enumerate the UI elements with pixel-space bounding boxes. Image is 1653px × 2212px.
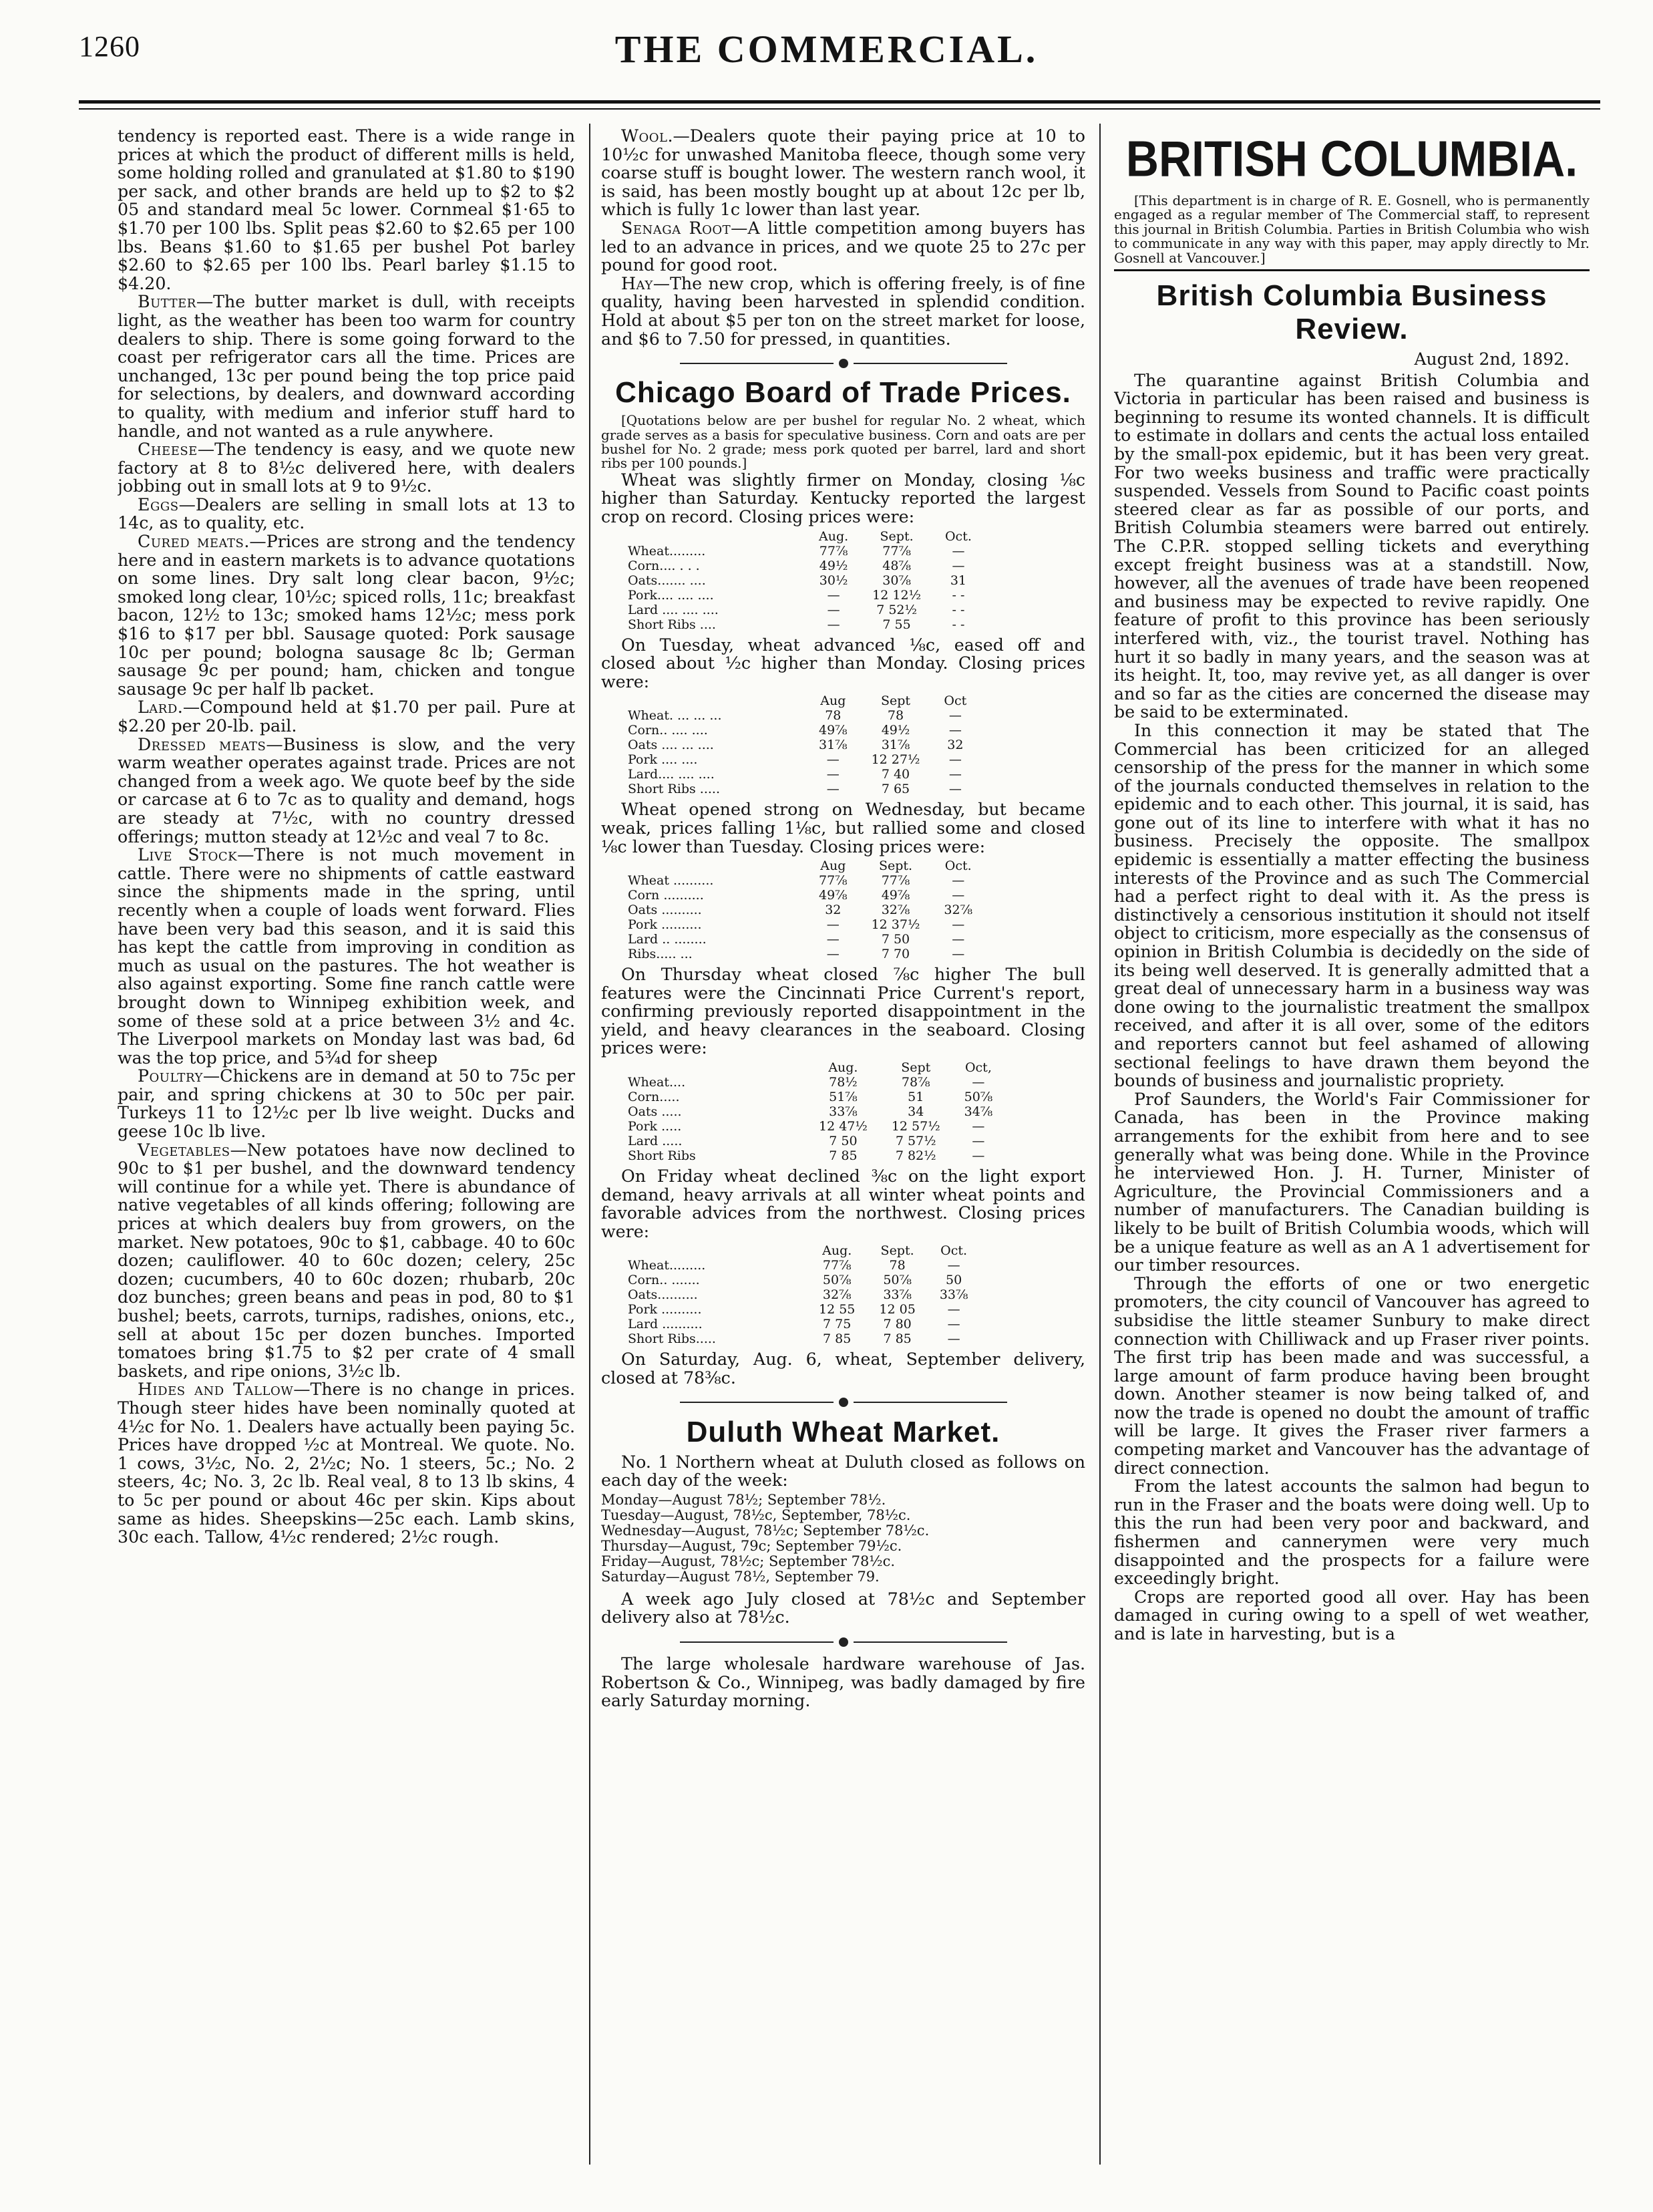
price-cell: —: [972, 1119, 985, 1134]
price-cell: —: [948, 782, 962, 797]
price-cell: 7 57½: [895, 1134, 936, 1149]
price-cell: —: [952, 873, 965, 889]
price-cell: —: [948, 723, 962, 738]
price-cell: 49⅞: [819, 888, 848, 903]
commodity-cell: Ribs..... ...: [628, 947, 693, 962]
british-columbia-heading: BRITISH COLUMBIA.: [1125, 131, 1578, 187]
flour-paragraph: tendency is reported east. There is a wide range in prices at which the product of different mills is held, some holding rolled and granulated at $1.80 to $190 per sack, and other brands are held up to $2 to $2 05 and standard meal 5c lower. Cornmeal $1·65 to $1.70 per 100 lbs. Split peas $2.60 to $2.65 per 100 lbs. Beans $1.60 to $1.65 per bushel Pot barley $2.60 to $2.65 per 100 lbs. Pearl barley $1.15 to $4.20.: [118, 127, 575, 293]
table-row: [628, 947, 984, 961]
vegetables-text: —New potatoes have now declined to 90c to $1 per bushel, and the downward tendency will continue for a while yet. There is abundance of native vegetables of all kinds offering; following are prices at which dealers buy from growers, on the market. New potatoes, 90c to $1, cabbage. 40 to 60c dozen; cauliflower. 40 to 60c dozen; celery, 25c dozen; cucumbers, 40 to 60c dozen; rhubarb, 20c doz bunches; green beans and peas in pod, 80 to $1 bushel; beets, carrots, turnips, radishes, onions, etc., sell at about 15c per dozen bunches. Imported tomatoes bring $1.75 to $2 per crate of 4 small baskets, and ripe onions, 3½c lb.: [118, 1140, 575, 1381]
commodity-cell: Pork ..........: [628, 917, 702, 933]
price-cell: 78½: [829, 1075, 858, 1090]
poultry-text: —Chickens are in demand at 50 to 75c per pair, and spring chickens at 30 to 50c per pair. Turkeys 11 to 12½c per lb live weight. Ducks and geese 10c lb live.: [118, 1066, 575, 1142]
price-cell: - -: [952, 602, 965, 617]
price-cell: 7 80: [883, 1317, 912, 1332]
duluth-day: Tuesday—August, 78½c, September, 78½c.: [601, 1507, 911, 1523]
table-header-cell: Oct: [944, 693, 967, 709]
price-cell: —: [948, 708, 962, 724]
price-table-wednesday: [628, 858, 984, 961]
masthead-rule-thin: [79, 108, 1600, 110]
table-header-cell: Aug: [820, 693, 846, 709]
price-cell: 49½: [819, 558, 848, 573]
dressed-meats-paragraph: [118, 736, 575, 846]
commodity-cell: Short Ribs.....: [628, 1331, 716, 1347]
table-row: [628, 1273, 980, 1287]
table-row: [628, 617, 984, 632]
table-row: [628, 544, 984, 559]
hides-paragraph: [118, 1380, 575, 1546]
price-cell: 12 12½: [872, 587, 921, 603]
table-row: [628, 1287, 980, 1302]
table-header-cell: [628, 693, 807, 708]
table-row: [628, 767, 978, 782]
price-cell: 78: [825, 708, 842, 724]
table-header-cell: Sept: [901, 1060, 931, 1076]
wool-paragraph: [601, 127, 1085, 219]
price-cell: —: [948, 767, 962, 782]
table-row: [628, 1104, 1004, 1119]
lard-paragraph: [118, 698, 575, 735]
monday-paragraph: Wheat was slightly firmer on Monday, closing ⅛c higher than Saturday. Kentucky reported the largest crop on record. Closing prices were:: [601, 470, 1085, 526]
ornament-divider: [601, 357, 1085, 368]
table-header-cell: [628, 1243, 807, 1258]
duluth-day: Saturday—August 78½, September 79.: [601, 1568, 880, 1585]
price-cell: 7 50: [829, 1134, 858, 1149]
review-paragraph: The quarantine against British Columbia and Victoria in particular has been raised and business is beginning to resume its wonted channels. It is difficult to estimate in dollars and cents the actual loss entailed by the small-pox epidemic, but it has been very great. For two weeks business and traffic were practically suspended. Vessels from Sound to Pacific coast points steered clear as far as possible of our ports, and British Columbia steamers were barred out entirely. The C.P.R. stopped selling tickets and everything except freight business was at a standstill. Now, however, all the avenues of trade have been reopened and business may be expected to revive rapidly. One feature of profit to this province has been seriously interfered with, viz., the tourist travel. Nothing has hurt it so badly in many years, and the season was at its height. It, too, may revive yet, as all danger is over and so far as the cities are concerned the disease may be said to be exterminated.: [1114, 370, 1590, 722]
cured-meats-lead: Cured meats: [138, 532, 244, 552]
commodity-cell: Pork.... .... ....: [628, 587, 714, 603]
table-row: [628, 888, 984, 903]
price-cell: - -: [952, 617, 965, 632]
price-cell: 78: [887, 708, 904, 724]
commodity-cell: Wheat. ... ... ...: [628, 708, 722, 724]
table-header-cell: [628, 529, 807, 544]
price-cell: —: [826, 752, 840, 768]
commodity-cell: Short Ribs ....: [628, 617, 716, 632]
senega-paragraph: [601, 219, 1085, 275]
table-row: [628, 873, 984, 888]
price-cell: 12 55: [819, 1302, 856, 1317]
price-cell: —: [826, 767, 840, 782]
price-cell: 12 05: [879, 1302, 916, 1317]
price-cell: —: [948, 752, 962, 768]
price-cell: —: [947, 1317, 960, 1332]
ornament-divider: [601, 1636, 1085, 1647]
price-cell: 77⅞: [822, 1258, 852, 1273]
duluth-day: Friday—August, 78½c; September 78½c.: [601, 1553, 896, 1569]
commodity-cell: Oats ..........: [628, 903, 702, 918]
table-row: [628, 1148, 1004, 1163]
table-row: [628, 588, 984, 603]
price-cell: 7 55: [882, 617, 911, 632]
vegetables-paragraph: [118, 1141, 575, 1381]
duluth-daily-list: [601, 1492, 1085, 1585]
price-cell: 7 82½: [895, 1148, 936, 1164]
price-cell: —: [972, 1134, 985, 1149]
commodity-cell: Lard .... .... ....: [628, 602, 719, 617]
price-table-monday: [628, 529, 984, 632]
table-header-cell: Aug: [820, 858, 846, 874]
price-cell: 7 85: [883, 1331, 912, 1347]
dressed-meats-lead: Dressed meats: [138, 734, 266, 754]
commodity-cell: Corn.....: [628, 1090, 680, 1105]
price-cell: 32⅞: [944, 903, 972, 918]
commodity-cell: Corn.... . . .: [628, 558, 700, 573]
poultry-lead: Poultry: [138, 1066, 203, 1086]
price-cell: 50⅞: [822, 1273, 852, 1288]
friday-paragraph: On Friday wheat declined ⅜c on the light export demand, heavy arrivals at all winter wheat points and favorable advices from the northwest. Closing prices were:: [601, 1166, 1085, 1241]
price-cell: 77⅞: [881, 873, 910, 889]
price-cell: 32⅞: [822, 1287, 852, 1303]
price-cell: 33⅞: [939, 1287, 968, 1303]
live-stock-lead: Live Stock: [138, 845, 238, 865]
table-row: [628, 782, 978, 796]
live-stock-text: —There is not much movement in cattle. There were no shipments of cattle eastward since the shipments made in the spring, until recently when a couple of loads went forward. Flies have been very bad this season, and it is said this has kept the cattle from improving in condition as much as usual on the pastures. The hot weather is also against exporting. Some fine ranch cattle were brought down to Winnipeg exhibition week, and some of these sold at a price between 3½ and 4c. The Liverpool markets on Monday last was bad, 6d was the top price, and 5¾d for sheep: [118, 845, 575, 1068]
review-paragraph: From the latest accounts the salmon had begun to run in the Fraser and the boats were doing well. Up to this the run had been very poor and backward, and fishermen and cannerymen were very much disappointed and the prospects for a failure were exceedingly bright.: [1114, 1476, 1590, 1589]
hay-lead: Hay: [621, 273, 653, 293]
column-rule-1: [589, 124, 590, 2165]
page-number: 1260: [79, 30, 140, 63]
price-cell: —: [826, 932, 840, 947]
price-cell: —: [972, 1148, 985, 1164]
commodity-cell: Corn.. .... ....: [628, 723, 708, 738]
hides-lead: Hides and Tallow: [138, 1380, 294, 1400]
price-cell: 32: [825, 903, 842, 918]
price-cell: 77⅞: [819, 543, 848, 559]
table-header-cell: Oct.: [944, 528, 972, 544]
commodity-cell: Lard .. ........: [628, 932, 707, 947]
duluth-heading: Duluth Wheat Market.: [686, 1415, 1000, 1448]
dressed-meats-text: —Business is slow, and the very warm weather operates against trade. Prices are not changed from a week ago. We quote beef by the side or carcase at 6 to 7c as to quality and demand, hogs are steady at 7½c, with no country dressed offerings; mutton steady at 12½c and veal 7 to 8c.: [118, 734, 575, 846]
review-paragraph: Through the efforts of one or two energetic promoters, the city council of Vancouver has agreed to subsidise the little steamer Sunbury to make direct connection with Chilliwack and up Fraser river points. The first trip has been made and was successful, a large amount of farm produce having been brought down. Another steamer is now being talked of, and now the trade is opened no doubt the amount of traffic will be large. It gives the Fraser river farmers a competing market and Vancouver has the advantage of direct connection.: [1114, 1273, 1590, 1478]
department-note: [This department is in charge of R. E. Gosnell, who is permanently engaged as a regular member of The Commercial staff, to represent this journal in British Columbia. Parties in British Columbia who wish to communicate in any way with this paper, may apply directly to Mr. Gosnell at Vancouver.]: [1114, 192, 1590, 266]
price-cell: 7 70: [881, 947, 910, 962]
senega-text: —A little competition among buyers has led to an advance in prices, and we quote 25 to 27c per pound for good root.: [601, 218, 1085, 275]
table-header-row: [628, 858, 984, 873]
price-cell: 50⅞: [964, 1090, 993, 1105]
table-header-cell: [628, 858, 807, 873]
chicago-note: [Quotations below are per bushel for regular No. 2 wheat, which grade serves as a basis for speculative business. Corn and oats are per bushel for No. 2 grade; mess pork quoted per barrel, lard and short ribs per 100 pounds.]: [601, 412, 1085, 472]
commodity-cell: Wheat ..........: [628, 873, 714, 889]
table-header-row: [628, 529, 984, 544]
hay-paragraph: [601, 275, 1085, 348]
price-cell: —: [952, 947, 965, 962]
price-cell: 51⅞: [829, 1090, 858, 1105]
table-row: [628, 559, 984, 573]
commodity-cell: Oats..........: [628, 1287, 698, 1303]
chicago-heading: Chicago Board of Trade Prices.: [615, 376, 1071, 410]
price-cell: 34: [908, 1104, 924, 1120]
price-cell: 31⅞: [881, 738, 910, 753]
table-header-cell: Oct.: [944, 858, 972, 874]
table-header-cell: Aug.: [828, 1060, 858, 1076]
section-rule: [1114, 269, 1590, 271]
price-cell: 78: [889, 1258, 906, 1273]
table-row: [628, 903, 984, 917]
commodity-cell: Wheat....: [628, 1075, 686, 1090]
table-row: [628, 1258, 980, 1273]
table-header-cell: Oct,: [964, 1060, 992, 1076]
price-cell: 7 85: [823, 1331, 852, 1347]
price-cell: 32⅞: [881, 903, 910, 918]
duluth-day: Monday—August 78½; September 78½.: [601, 1491, 886, 1508]
butter-lead: Butter: [138, 292, 196, 312]
duluth-after: A week ago July closed at 78½c and September delivery also at 78½c.: [601, 1589, 1085, 1627]
price-cell: 7 85: [829, 1148, 858, 1164]
table-row: [628, 1134, 1004, 1148]
table-row: [628, 1331, 980, 1346]
table-header-cell: [628, 1060, 807, 1075]
business-review-heading: British Columbia Business Review.: [1156, 279, 1547, 346]
price-cell: 30⅞: [882, 573, 911, 588]
senega-lead: Senaga Root: [621, 218, 731, 238]
vegetables-lead: Vegetables: [138, 1140, 230, 1160]
table-header-cell: Oct.: [940, 1243, 968, 1259]
commodity-cell: Oats....... ....: [628, 573, 706, 588]
table-row: [628, 708, 978, 723]
price-cell: 7 50: [881, 932, 910, 947]
price-cell: 49⅞: [881, 888, 910, 903]
price-cell: 50: [946, 1273, 962, 1288]
price-cell: 50⅞: [883, 1273, 912, 1288]
price-cell: 7 65: [881, 782, 910, 797]
price-cell: 31⅞: [819, 738, 848, 753]
price-table-tuesday: [628, 693, 978, 796]
wool-lead: Wool: [621, 127, 668, 146]
review-paragraph: Crops are reported good all over. Hay has been damaged in curing owing to a spell of wet weather, and is late in harvesting, but is a: [1114, 1587, 1590, 1643]
table-header-row: [628, 693, 978, 708]
commodity-cell: Pork .....: [628, 1119, 682, 1134]
commodity-cell: Lard ..........: [628, 1317, 703, 1332]
table-row: [628, 1302, 980, 1317]
price-cell: 31: [950, 573, 967, 588]
cured-meats-text: .—Prices are strong and the tendency here and in eastern markets is to advance quotations on some lines. Dry salt long clear bacon, 9½c; smoked long clear, 10½c; spiced rolls, 11c; breakfast bacon, 12½ to 13c; smoked hams 12½c; mess pork $16 to $17 per bbl. Sausage quoted: Pork sausage 10c per pound; bologna sausage 8c lb; German sausage 9c per pound; ham, chicken and tongue sausage 9c per half lb packet.: [118, 532, 575, 699]
table-row: [628, 1317, 980, 1331]
table-row: [628, 932, 984, 947]
price-cell: 33⅞: [883, 1287, 912, 1303]
poultry-paragraph: [118, 1067, 575, 1140]
column-1: [118, 127, 575, 2171]
price-cell: 7 52½: [876, 602, 917, 617]
eggs-lead: Eggs: [138, 494, 179, 514]
commodity-cell: Lard.... .... ....: [628, 767, 715, 782]
price-cell: 12 27½: [871, 752, 920, 768]
table-row: [628, 917, 984, 932]
table-header-cell: Aug.: [819, 528, 849, 544]
price-cell: 51: [908, 1090, 924, 1105]
price-cell: 32: [947, 738, 964, 753]
column-rule-2: [1099, 124, 1101, 2165]
cheese-paragraph: [118, 440, 575, 496]
price-cell: —: [826, 947, 840, 962]
price-cell: —: [947, 1331, 960, 1347]
hides-text: —There is no change in prices. Though steer hides have been nominally quoted at 4½c for No. 1. Dealers have actually been paying 5c. Prices have dropped ½c at Montreal. We quote. No. 1 cows, 3½c, No. 2, 2½c; No. 1 steers, 5c.; No. 2 steers, 4c; No. 3, 2c lb. Real veal, 8 to 13 lb skins, 4 to 5c per pound or about 46c per skin. Kips about same as hides. Sheepskins—25c each. Lamb skins, 30c each. Tallow, 4½c rendered; 2½c rough.: [118, 1380, 575, 1547]
table-row: [628, 603, 984, 617]
table-header-cell: Aug.: [822, 1243, 852, 1259]
price-cell: 77⅞: [819, 873, 848, 889]
price-cell: - -: [952, 587, 965, 603]
price-cell: 49⅞: [819, 723, 848, 738]
table-row: [628, 1075, 1004, 1090]
commodity-cell: Pork .... ....: [628, 752, 698, 768]
table-header-cell: Sept.: [878, 858, 913, 874]
commodity-cell: Wheat.........: [628, 543, 706, 559]
column-3: [1114, 127, 1590, 2171]
price-cell: 12 57½: [891, 1119, 940, 1134]
lard-lead: Lard: [138, 697, 178, 718]
ornament-divider: [601, 1397, 1085, 1408]
wool-text: .—Dealers quote their paying price at 10 to 10½c for unwashed Manitoba fleece, though some very coarse stuff is bought lower. The western ranch wool, it is said, has been mostly bought up at about 12c per lb, which is fully 1c lower than last year.: [601, 127, 1085, 220]
masthead-rule: [79, 100, 1600, 104]
commodity-cell: Corn.. .......: [628, 1273, 700, 1288]
price-cell: 7 75: [823, 1317, 852, 1332]
masthead: THE COMMERCIAL.: [614, 27, 1039, 71]
price-cell: —: [826, 782, 840, 797]
review-date: August 2nd, 1892.: [1414, 349, 1570, 369]
price-cell: —: [827, 602, 840, 617]
commodity-cell: Corn ..........: [628, 888, 704, 903]
commodity-cell: Oats .....: [628, 1104, 682, 1120]
eggs-text: —Dealers are selling in small lots at 13 to 14c, as to quality, etc.: [118, 494, 575, 533]
price-cell: —: [952, 543, 965, 559]
duluth-intro: No. 1 Northern wheat at Duluth closed as follows on each day of the week:: [601, 1452, 1085, 1490]
table-row: [628, 1119, 1004, 1134]
table-header-cell: Sept.: [880, 528, 914, 544]
commodity-cell: Lard .....: [628, 1134, 683, 1149]
tuesday-paragraph: On Tuesday, wheat advanced ⅛c, eased off and closed about ½c higher than Monday. Closing prices were:: [601, 635, 1085, 691]
price-cell: —: [952, 888, 965, 903]
price-cell: —: [952, 558, 965, 573]
price-table-thursday: [628, 1060, 1004, 1163]
price-cell: 77⅞: [882, 543, 911, 559]
table-row: [628, 752, 978, 767]
price-cell: —: [972, 1075, 985, 1090]
price-cell: —: [827, 587, 840, 603]
hardware-paragraph: The large wholesale hardware warehouse of Jas. Robertson & Co., Winnipeg, was badly damaged by fire early Saturday morning.: [601, 1654, 1085, 1711]
price-cell: —: [947, 1302, 960, 1317]
cheese-lead: Cheese: [138, 440, 198, 460]
hay-text: —The new crop, which is offering freely, is of fine quality, having been harvested in splendid condition. Hold at about $5 per ton on the street market for loose, and $6 to 7.50 for pressed, in quantities.: [601, 273, 1085, 349]
price-cell: —: [952, 917, 965, 933]
cured-meats-paragraph: [118, 532, 575, 698]
price-cell: 49½: [881, 723, 910, 738]
price-cell: 33⅞: [829, 1104, 858, 1120]
table-header-cell: Sept: [880, 693, 911, 709]
price-cell: 30½: [819, 573, 848, 588]
table-header-cell: Sept.: [880, 1243, 914, 1259]
cheese-text: —The tendency is easy, and we quote new factory at 8 to 8½c delivered here, with dealers jobbing out in small lots at 9 to 9½c.: [118, 440, 575, 496]
eggs-paragraph: [118, 496, 575, 532]
table-row: [628, 1090, 1004, 1104]
lard-text: .—Compound held at $1.70 per pail. Pure at $2.20 per 20-lb. pail.: [118, 697, 575, 736]
price-cell: 34⅞: [964, 1104, 993, 1120]
table-header-row: [628, 1060, 1004, 1075]
saturday-paragraph: On Saturday, Aug. 6, wheat, September delivery, closed at 78⅜c.: [601, 1350, 1085, 1388]
price-cell: 12 47½: [819, 1119, 868, 1134]
table-row: [628, 723, 978, 738]
column-2: [601, 127, 1085, 2171]
duluth-day: Thursday—August, 79c; September 79½c.: [601, 1537, 902, 1554]
butter-paragraph: [118, 293, 575, 440]
live-stock-paragraph: [118, 846, 575, 1067]
price-cell: —: [947, 1258, 960, 1273]
commodity-cell: Wheat.........: [628, 1258, 706, 1273]
price-cell: —: [827, 617, 840, 632]
price-cell: —: [952, 932, 965, 947]
duluth-day: Wednesday—August, 78½c; September 78½c.: [601, 1522, 930, 1539]
table-header-row: [628, 1243, 980, 1258]
price-cell: 12 37½: [871, 917, 920, 933]
price-table-friday: [628, 1243, 980, 1346]
commodity-cell: Pork ..........: [628, 1302, 702, 1317]
commodity-cell: Oats .... ... ....: [628, 738, 714, 753]
table-row: [628, 738, 978, 752]
wednesday-paragraph: Wheat opened strong on Wednesday, but became weak, prices falling 1⅛c, but rallied some and closed ⅛c lower than Tuesday. Closing prices were:: [601, 800, 1085, 856]
review-paragraph: Prof Saunders, the World's Fair Commissioner for Canada, has been in the Province making arrangements for the exhibit from here and to see generally what was being done. While in the Province he interviewed Hon. J. H. Turner, Minister of Agriculture, the Provincial Commissioners and a number of manufacturers. The Canadian building is likely to be built of British Columbia woods, which will be a unique feature as well as an A 1 advertisement for our timber resources.: [1114, 1089, 1590, 1275]
price-cell: —: [826, 917, 840, 933]
commodity-cell: Short Ribs: [628, 1148, 696, 1164]
price-cell: 7 40: [881, 767, 910, 782]
price-cell: 78⅞: [901, 1075, 930, 1090]
thursday-paragraph: On Thursday wheat closed ⅞c higher The bull features were the Cincinnati Price Current's report, confirming previously reported disappointment in the yield, and heavy clearances in the seaboard. Closing prices were:: [601, 965, 1085, 1058]
table-row: [628, 573, 984, 588]
butter-text: —The butter market is dull, with receipts light, as the weather has been too warm for country dealers to ship. There is some going forward to the coast per refrigerator cars all the time. Prices are unchanged, 13c per pound being the top price paid for selections, by dealers, and downward according to quality, with medium and inferior stuff hard to handle, and not wanted as a rule anywhere.: [118, 292, 575, 441]
review-paragraph: In this connection it may be stated that The Commercial has been criticized for an alleged censorship of the press for the manner in which some of the journals conducted themselves in relation to the epidemic and to each other. This journal, it is said, has gone out of its line to interfere with what it has no business. Precisely the opposite. The smallpox epidemic is essentially a matter effecting the business interests of the Province and as such The Commercial had a perfect right to deal with it. As the press is distinctively a censorious institution it should not itself object to criticism, more especially as the consensus of opinion in British Columbia is decidedly on the side of its being well deserved. It is generally admitted that a great deal of unnecessary harm in a business way was done owing to the journalistic treatment the smallpox received, and after it is all over, some of the editors and reporters cannot but feel ashamed of allowing sectional feelings to have drawn them beyond the bounds of business and journalistic propriety.: [1114, 720, 1590, 1091]
price-cell: 48⅞: [882, 558, 911, 573]
commodity-cell: Short Ribs .....: [628, 782, 720, 797]
